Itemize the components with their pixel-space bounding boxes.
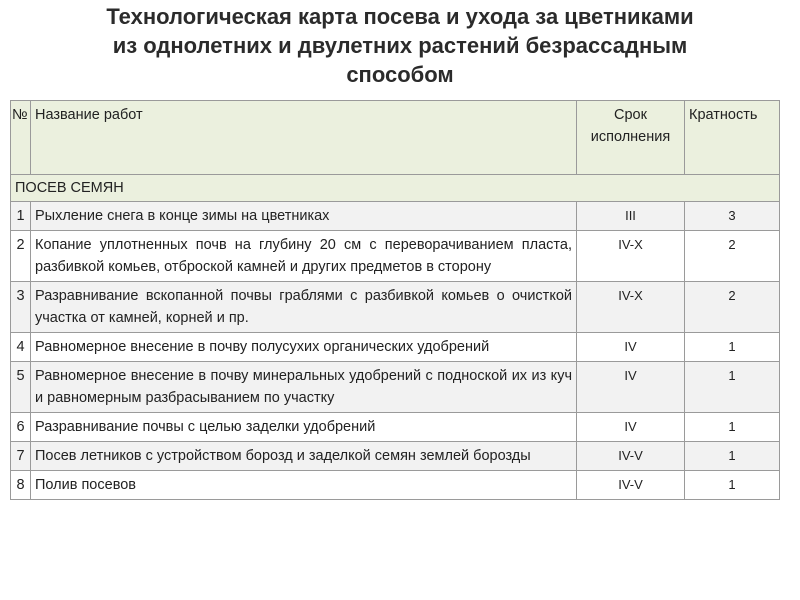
row-work-name: Рыхление снега в конце зимы на цветниках	[31, 202, 577, 231]
row-frequency: 3	[685, 202, 780, 231]
row-term: IV	[577, 413, 685, 442]
header-term: Срок исполнения	[577, 101, 685, 175]
row-work-name: Равномерное внесение в почву минеральных удобрений с подноской их из куч и равномерным разбрасыванием по участку	[31, 362, 577, 413]
row-number: 7	[11, 442, 31, 471]
row-frequency: 1	[685, 333, 780, 362]
tech-map-table	[10, 100, 780, 500]
row-frequency: 2	[685, 231, 780, 282]
row-term: IV-V	[577, 471, 685, 500]
row-number: 4	[11, 333, 31, 362]
row-number: 6	[11, 413, 31, 442]
row-frequency: 1	[685, 362, 780, 413]
row-term: IV	[577, 362, 685, 413]
row-number: 5	[11, 362, 31, 413]
row-term: IV-X	[577, 282, 685, 333]
table-row	[11, 202, 780, 231]
row-number: 8	[11, 471, 31, 500]
row-frequency: 2	[685, 282, 780, 333]
section-row	[11, 175, 780, 202]
table-header-row	[11, 101, 780, 175]
title-line-2: из однолетних и двулетних растений безрассадным	[112, 33, 688, 58]
row-work-name: Разравнивание вскопанной почвы граблями с разбивкой комьев о очисткой участка от камней, корней и пр.	[31, 282, 577, 333]
row-term: IV-X	[577, 231, 685, 282]
row-frequency: 1	[685, 471, 780, 500]
title-line-3: способом	[346, 62, 454, 87]
row-work-name: Полив посевов	[31, 471, 577, 500]
section-label: ПОСЕВ СЕМЯН	[11, 175, 780, 202]
table-row	[11, 362, 780, 413]
table-row	[11, 471, 780, 500]
table-row	[11, 231, 780, 282]
row-work-name: Посев летников с устройством борозд и заделкой семян землей борозды	[31, 442, 577, 471]
row-number: 3	[11, 282, 31, 333]
row-number: 1	[11, 202, 31, 231]
header-work: Название работ	[31, 101, 577, 175]
row-work-name: Равномерное внесение в почву полусухих органических удобрений	[31, 333, 577, 362]
header-freq: Кратность	[685, 101, 780, 175]
row-work-name: Копание уплотненных почв на глубину 20 см с переворачиванием пласта, разбивкой комьев, отброской камней и других предметов в сторону	[31, 231, 577, 282]
table-row	[11, 282, 780, 333]
table-row	[11, 442, 780, 471]
row-frequency: 1	[685, 442, 780, 471]
row-term: IV	[577, 333, 685, 362]
row-term: IV-V	[577, 442, 685, 471]
title-line-1: Технологическая карта посева и ухода за цветниками	[106, 4, 694, 29]
row-term: III	[577, 202, 685, 231]
page-title	[0, 2, 800, 89]
header-num: №	[11, 101, 31, 175]
row-work-name: Разравнивание почвы с целью заделки удобрений	[31, 413, 577, 442]
table-row	[11, 413, 780, 442]
table-row	[11, 333, 780, 362]
row-number: 2	[11, 231, 31, 282]
row-frequency: 1	[685, 413, 780, 442]
